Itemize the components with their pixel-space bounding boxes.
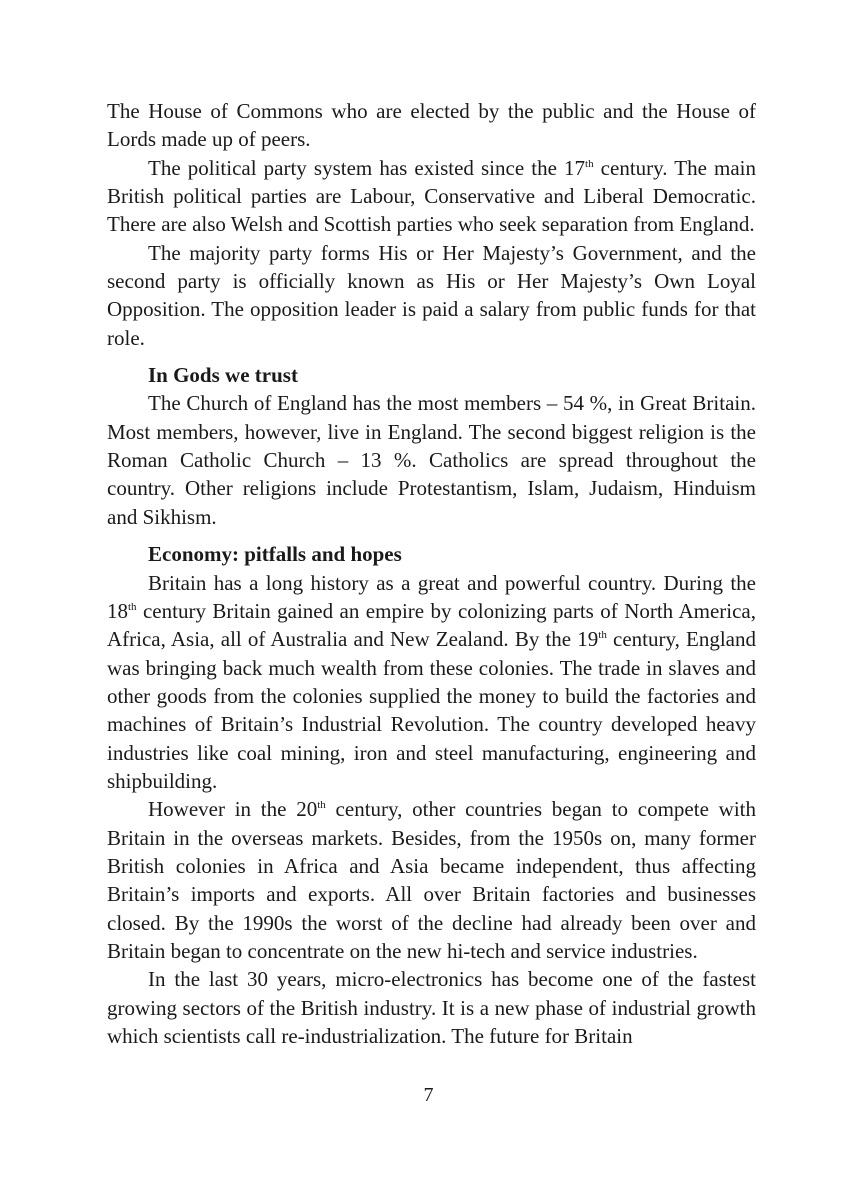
paragraph-parliament-houses: The House of Commons who are elected by the public and the House of Lords made up of peers. xyxy=(107,99,756,152)
ordinal-suffix: th xyxy=(128,600,137,613)
text-segment: century. The main British political parties are Labour, Conservative and Liberal Democratic. There are also Welsh and Scottish parties who seek separation from England. xyxy=(107,155,756,237)
text-segment: century, England was bringing back much wealth from these colonies. The trade in slaves and other goods from the colonies supplied the money to build the factories and machines of Britain’s Industrial Revolution. The country developed heavy industries like coal mining, iron and steel manufacturing, engineering and shipbuilding. xyxy=(107,627,756,793)
page-number: 7 xyxy=(423,1084,434,1106)
paragraph-economy-decline xyxy=(107,795,756,965)
paragraph-economy-history xyxy=(107,569,756,796)
paragraph-economy-future: In the last 30 years, micro-electronics has become one of the fastest growing sectors of the British industry. It is a new phase of industrial growth which scientists call re-industrialization. The future for Britain xyxy=(107,967,756,1048)
heading-economy: Economy: pitfalls and hopes xyxy=(148,542,402,567)
text-segment: Britain has a long history as a great and powerful country. During the 18 xyxy=(107,570,756,623)
ordinal-suffix: th xyxy=(598,629,607,642)
text-segment: century, other countries began to compete with Britain in the overseas markets. Besides, from the 1950s on, many former British colonies in Africa and Asia became independent, thus affecting Britain’s imports and exports. All over Britain factories and businesses closed. By the 1990s the worst of the decline had already been over and Britain began to concentrate on the new hi-tech and service industries. xyxy=(107,797,757,963)
text-segment: century Britain gained an empire by colonizing parts of North America, Africa, Asia, all of Australia and New Zealand. By the 19 xyxy=(107,598,756,652)
heading-religion: In Gods we trust xyxy=(148,363,298,388)
text-segment: However in the 20 xyxy=(148,797,318,822)
paragraph-party-system xyxy=(107,154,756,239)
ordinal-suffix: th xyxy=(317,799,326,812)
paragraph-religion: The Church of England has the most members – 54 %, in Great Britain. Most members, however, live in England. The second biggest religion is the Roman Catholic Church – 13 %. Catholics are spread throughout the country. Other religions include Protestantism, Islam, Judaism, Hinduism and Sikhism. xyxy=(107,391,756,529)
page-body xyxy=(107,97,756,1050)
text-segment: The political party system has existed since the 17 xyxy=(148,155,586,180)
paragraph-majority-party: The majority party forms His or Her Majesty’s Government, and the second party is officially known as His or Her Majesty’s Own Loyal Opposition. The opposition leader is paid a salary from public funds for that role. xyxy=(107,240,756,350)
ordinal-suffix: th xyxy=(585,157,594,170)
